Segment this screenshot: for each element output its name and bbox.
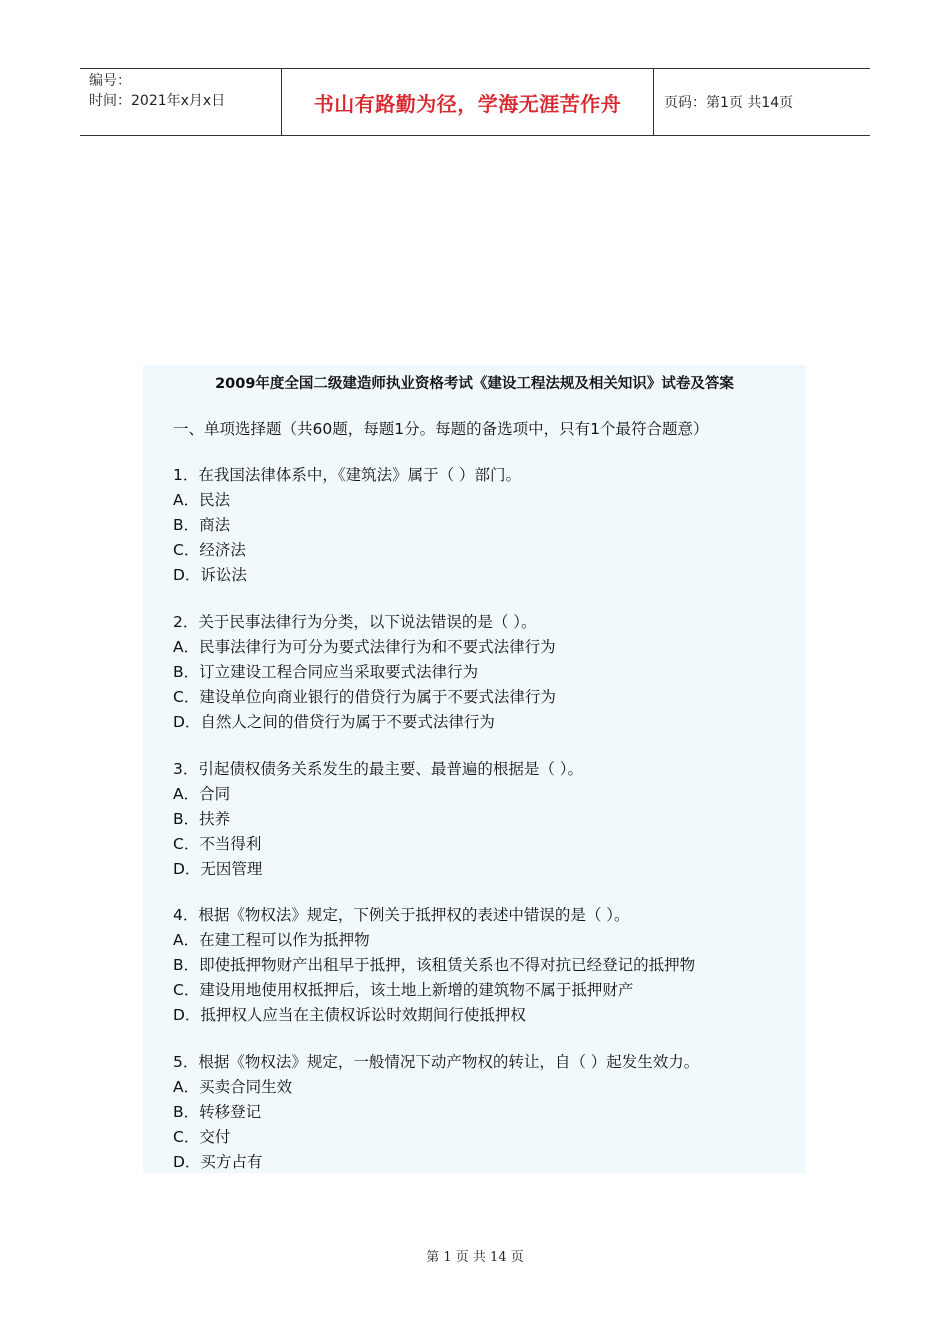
option-c: C．经济法 — [173, 541, 246, 559]
option-c: C．建设单位向商业银行的借贷行为属于不要式法律行为 — [173, 688, 556, 706]
option-d: D．无因管理 — [173, 860, 263, 878]
page-header — [80, 68, 870, 136]
question-1 — [173, 463, 803, 588]
option-b: B．即使抵押物财产出租早于抵押，该租赁关系也不得对抗已经登记的抵押物 — [173, 956, 696, 974]
option-b: B．转移登记 — [173, 1103, 262, 1121]
option-c: C．不当得利 — [173, 835, 262, 853]
option-a: A．买卖合同生效 — [173, 1078, 293, 1096]
option-d: D．诉讼法 — [173, 566, 247, 584]
option-a: A．民法 — [173, 491, 231, 509]
section-title: 一、单项选择题（共60题，每题1分。每题的备选项中，只有1个最符合题意） — [173, 420, 709, 438]
motto: 书山有路勤为径，学海无涯苦作舟 — [282, 69, 654, 135]
header-meta — [80, 69, 282, 135]
question-5 — [173, 1050, 803, 1175]
page-footer: 第 1 页 共 14 页 — [426, 1250, 524, 1265]
option-c: C．交付 — [173, 1128, 231, 1146]
number-label: 编号： — [89, 73, 131, 89]
question-4 — [173, 903, 803, 1028]
document-title: 2009年度全国二级建造师执业资格考试《建设工程法规及相关知识》试卷及答案 — [215, 376, 734, 392]
question-3 — [173, 757, 803, 882]
page-info: 页码：第1页 共14页 — [664, 95, 794, 111]
question-stem: 1．在我国法律体系中，《建筑法》属于（ ）部门。 — [173, 466, 522, 484]
option-b: B．商法 — [173, 516, 231, 534]
option-b: B．订立建设工程合同应当采取要式法律行为 — [173, 663, 479, 681]
question-2 — [173, 610, 803, 735]
option-d: D．买方占有 — [173, 1153, 263, 1171]
option-c: C．建设用地使用权抵押后，该土地上新增的建筑物不属于抵押财产 — [173, 981, 634, 999]
question-stem: 4．根据《物权法》规定，下例关于抵押权的表述中错误的是（ ）。 — [173, 906, 630, 924]
question-stem: 5．根据《物权法》规定，一般情况下动产物权的转让，自（ ）起发生效力。 — [173, 1053, 700, 1071]
option-a: A．合同 — [173, 785, 231, 803]
option-d: D．自然人之间的借贷行为属于不要式法律行为 — [173, 713, 495, 731]
time-label: 时间：2021年x月x日 — [89, 93, 226, 109]
document-body — [143, 365, 806, 1173]
option-d: D．抵押权人应当在主债权诉讼时效期间行使抵押权 — [173, 1006, 526, 1024]
question-stem: 2．关于民事法律行为分类，以下说法错误的是（ ）。 — [173, 613, 537, 631]
option-a: A．在建工程可以作为抵押物 — [173, 931, 370, 949]
option-b: B．扶养 — [173, 810, 231, 828]
option-a: A．民事法律行为可分为要式法律行为和不要式法律行为 — [173, 638, 556, 656]
question-stem: 3．引起债权债务关系发生的最主要、最普遍的根据是（ ）。 — [173, 760, 584, 778]
